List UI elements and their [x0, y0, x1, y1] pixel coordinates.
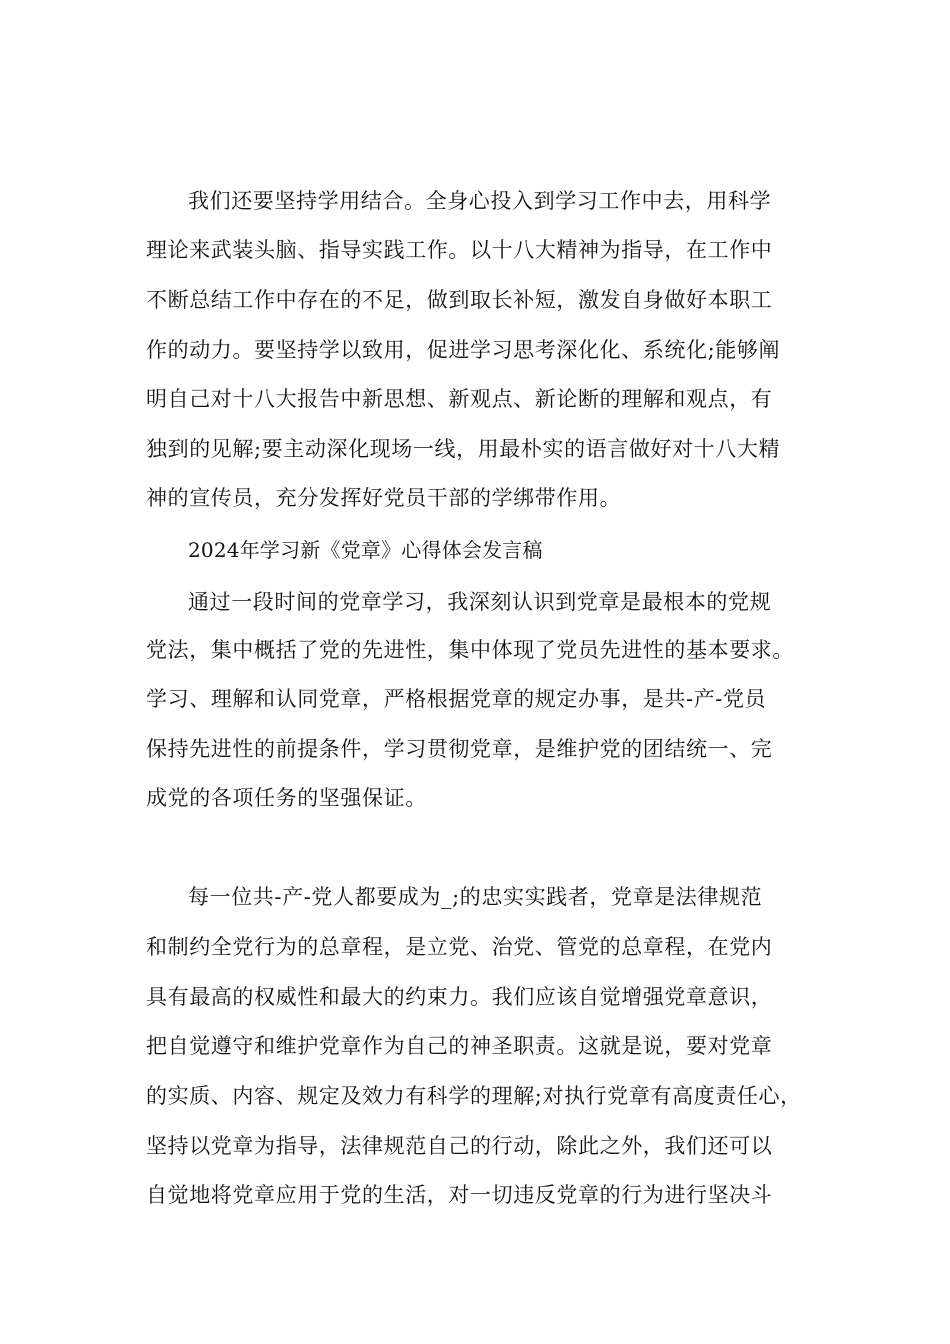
- paragraph-2-line-5: 成党的各项任务的坚强保证。: [146, 786, 427, 810]
- paragraph-3-line-3: 具有最高的权威性和最大的约束力。我们应该自觉增强党章意识，: [146, 985, 773, 1009]
- paragraph-2-line-2: 党法，集中概括了党的先进性，集中体现了党员先进性的基本要求。: [146, 638, 794, 662]
- paragraph-3-line-2: 和制约全党行为的总章程，是立党、治党、管党的总章程，在党内: [146, 935, 773, 959]
- paragraph-2-line-4: 保持先进性的前提条件，学习贯彻党章，是维护党的团结统一、完: [146, 737, 773, 761]
- paragraph-1-line-6: 独到的见解;要主动深化现场一线，用最朴实的语言做好对十八大精: [146, 437, 781, 461]
- paragraph-1-line-7: 神的宣传员，充分发挥好党员干部的学绑带作用。: [146, 486, 622, 510]
- paragraph-1-line-4: 作的动力。要坚持学以致用，促进学习思考深化化、系统化;能够阐: [146, 338, 781, 362]
- paragraph-2-line-1: 通过一段时间的党章学习，我深刻认识到党章是最根本的党规: [188, 590, 772, 614]
- paragraph-2-line-3: 学习、理解和认同党章，严格根据党章的规定办事，是共-产-党员: [146, 687, 767, 711]
- paragraph-1-line-2: 理论来武装头脑、指导实践工作。以十八大精神为指导，在工作中: [146, 238, 773, 262]
- paragraph-1-line-5: 明自己对十八大报告中新思想、新观点、新论断的理解和观点，有: [146, 387, 773, 411]
- paragraph-3-line-4: 把自觉遵守和维护党章作为自己的神圣职责。这就是说，要对党章: [146, 1034, 773, 1058]
- paragraph-3-line-1: 每一位共-产-党人都要成为_;的忠实实践者，党章是法律规范: [188, 885, 763, 909]
- section-heading: 2024年学习新《党章》心得体会发言稿: [188, 538, 543, 562]
- paragraph-3-line-6: 坚持以党章为指导，法律规范自己的行动，除此之外，我们还可以: [146, 1134, 773, 1158]
- paragraph-3-line-5: 的实质、内容、规定及效力有科学的理解;对执行党章有高度责任心，: [146, 1084, 802, 1108]
- paragraph-1-line-3: 不断总结工作中存在的不足，做到取长补短，激发自身做好本职工: [146, 288, 773, 312]
- paragraph-3-line-7: 自觉地将党章应用于党的生活，对一切违反党章的行为进行坚决斗: [146, 1183, 773, 1207]
- paragraph-1-line-1: 我们还要坚持学用结合。全身心投入到学习工作中去，用科学: [188, 189, 772, 213]
